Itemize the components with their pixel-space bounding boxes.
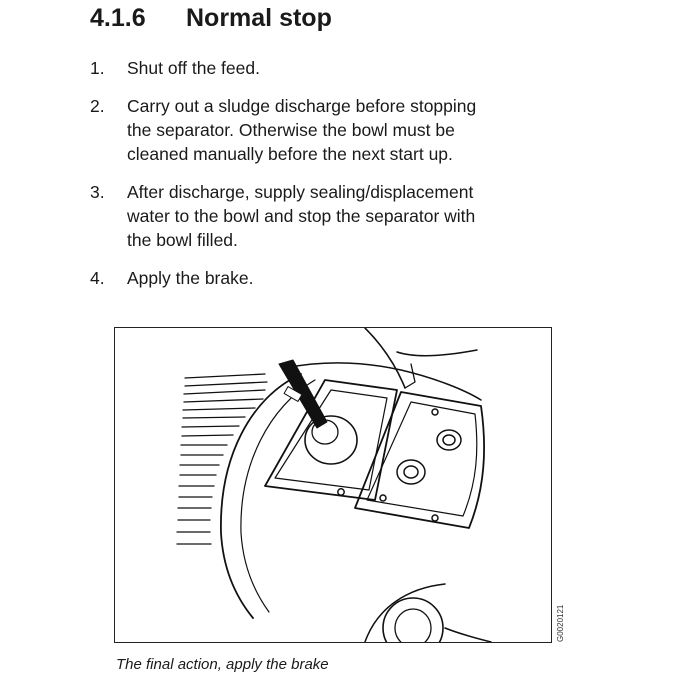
step-number: 1. xyxy=(90,58,105,78)
step-item xyxy=(90,94,560,166)
step-number: 3. xyxy=(90,182,105,202)
step-item xyxy=(90,56,560,80)
instruction-list xyxy=(90,56,560,304)
step-text-line: cleaned manually before the next start up. xyxy=(127,144,453,164)
section-heading xyxy=(90,4,332,33)
step-text-line: Shut off the feed. xyxy=(127,58,260,78)
figure-id: G0020121 xyxy=(556,604,565,642)
brake-lever-illustration xyxy=(115,328,551,642)
step-number: 4. xyxy=(90,268,105,288)
step-item xyxy=(90,180,560,252)
step-number: 2. xyxy=(90,96,105,116)
step-text-line: water to the bowl and stop the separator with xyxy=(127,206,476,226)
step-text-line: Carry out a sludge discharge before stopping xyxy=(127,96,477,116)
section-number: 4.1.6 xyxy=(90,4,146,32)
step-text-line: Apply the brake. xyxy=(127,268,254,288)
section-title: Normal stop xyxy=(186,4,332,32)
step-text-line: the separator. Otherwise the bowl must be xyxy=(127,120,455,140)
motor-fins xyxy=(177,374,267,544)
figure-caption: The final action, apply the brake xyxy=(116,656,329,673)
step-item xyxy=(90,266,560,290)
step-text-line: the bowl filled. xyxy=(127,230,238,250)
brake-figure xyxy=(114,327,552,643)
step-text-line: After discharge, supply sealing/displacement xyxy=(127,182,474,202)
